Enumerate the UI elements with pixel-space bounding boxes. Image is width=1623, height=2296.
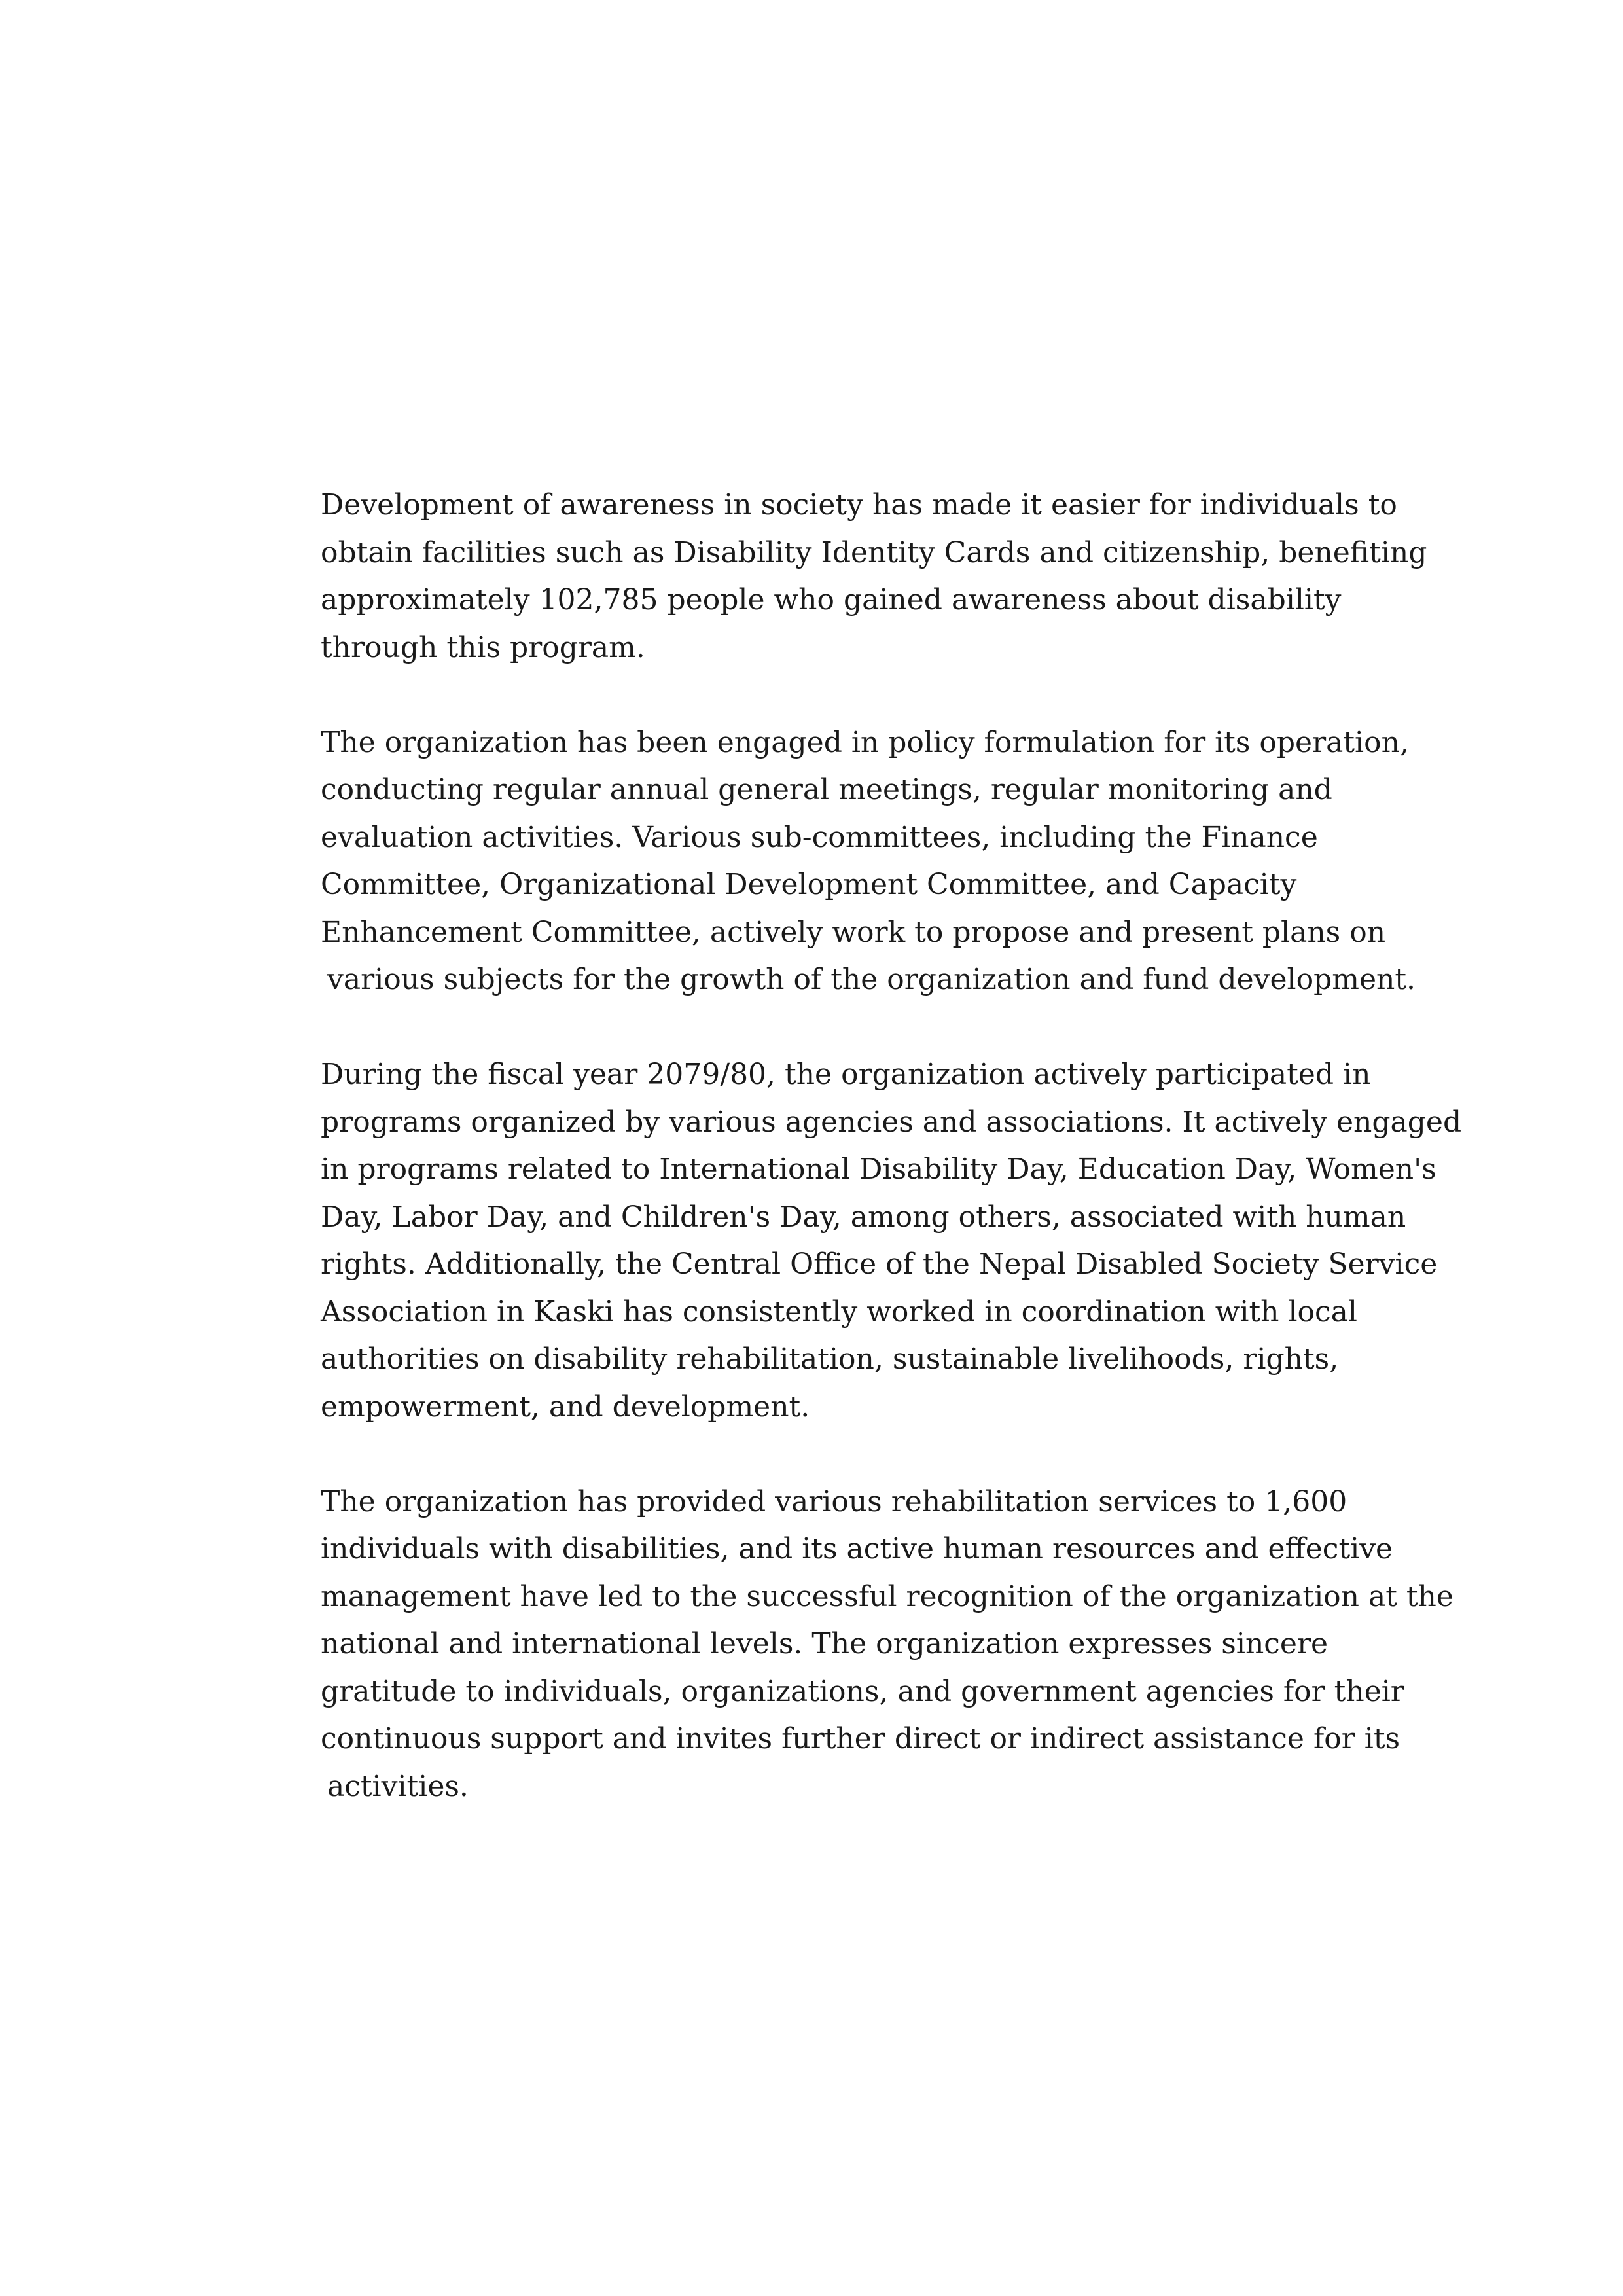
text-line: authorities on disability rehabilitation, sustainable livelihoods, rights, (321, 1342, 1339, 1376)
text-line: management have led to the successful recognition of the organization at the (321, 1579, 1454, 1613)
text-line: evaluation activities. Various sub-committees, including the Finance (321, 820, 1318, 854)
text-line: gratitude to individuals, organizations, and government agencies for their (321, 1674, 1404, 1708)
text-line: empowerment, and development. (321, 1390, 810, 1424)
text-line: Day, Labor Day, and Children's Day, among others, associated with human (321, 1200, 1406, 1234)
document-body (321, 482, 1462, 1810)
paragraph-policy (321, 719, 1416, 1004)
text-line: various subjects for the growth of the organization and fund development. (327, 963, 1416, 996)
text-line: Enhancement Committee, actively work to propose and present plans on (321, 915, 1386, 949)
text-line: national and international levels. The organization expresses sincere (321, 1627, 1329, 1660)
text-line: through this program. (321, 630, 645, 664)
text-line: Development of awareness in society has made it easier for individuals to (321, 488, 1397, 522)
text-line: activities. (327, 1769, 469, 1803)
text-line: rights. Additionally, the Central Office of the Nepal Disabled Society Service (321, 1247, 1438, 1281)
text-line: individuals with disabilities, and its active human resources and effective (321, 1532, 1393, 1566)
text-line: approximately 102,785 people who gained awareness about disability (321, 583, 1342, 617)
text-line: in programs related to International Disability Day, Education Day, Women's (321, 1153, 1436, 1186)
text-line: The organization has provided various rehabilitation services to 1,600 (321, 1484, 1347, 1518)
text-line: continuous support and invites further direct or indirect assistance for its (321, 1722, 1400, 1755)
paragraph-awareness (321, 482, 1427, 672)
text-line: The organization has been engaged in policy formulation for its operation, (321, 725, 1409, 759)
text-line: Association in Kaski has consistently worked in coordination with local (321, 1295, 1357, 1329)
text-line: conducting regular annual general meetings, regular monitoring and (321, 773, 1332, 806)
text-line: programs organized by various agencies and associations. It actively engaged (321, 1105, 1462, 1139)
paragraph-fiscal-year (321, 1051, 1462, 1431)
text-line: During the fiscal year 2079/80, the organization actively participated in (321, 1058, 1371, 1091)
paragraph-rehabilitation (321, 1479, 1454, 1811)
text-line: Committee, Organizational Development Committee, and Capacity (321, 868, 1297, 901)
text-line: obtain facilities such as Disability Identity Cards and citizenship, benefiting (321, 535, 1427, 569)
